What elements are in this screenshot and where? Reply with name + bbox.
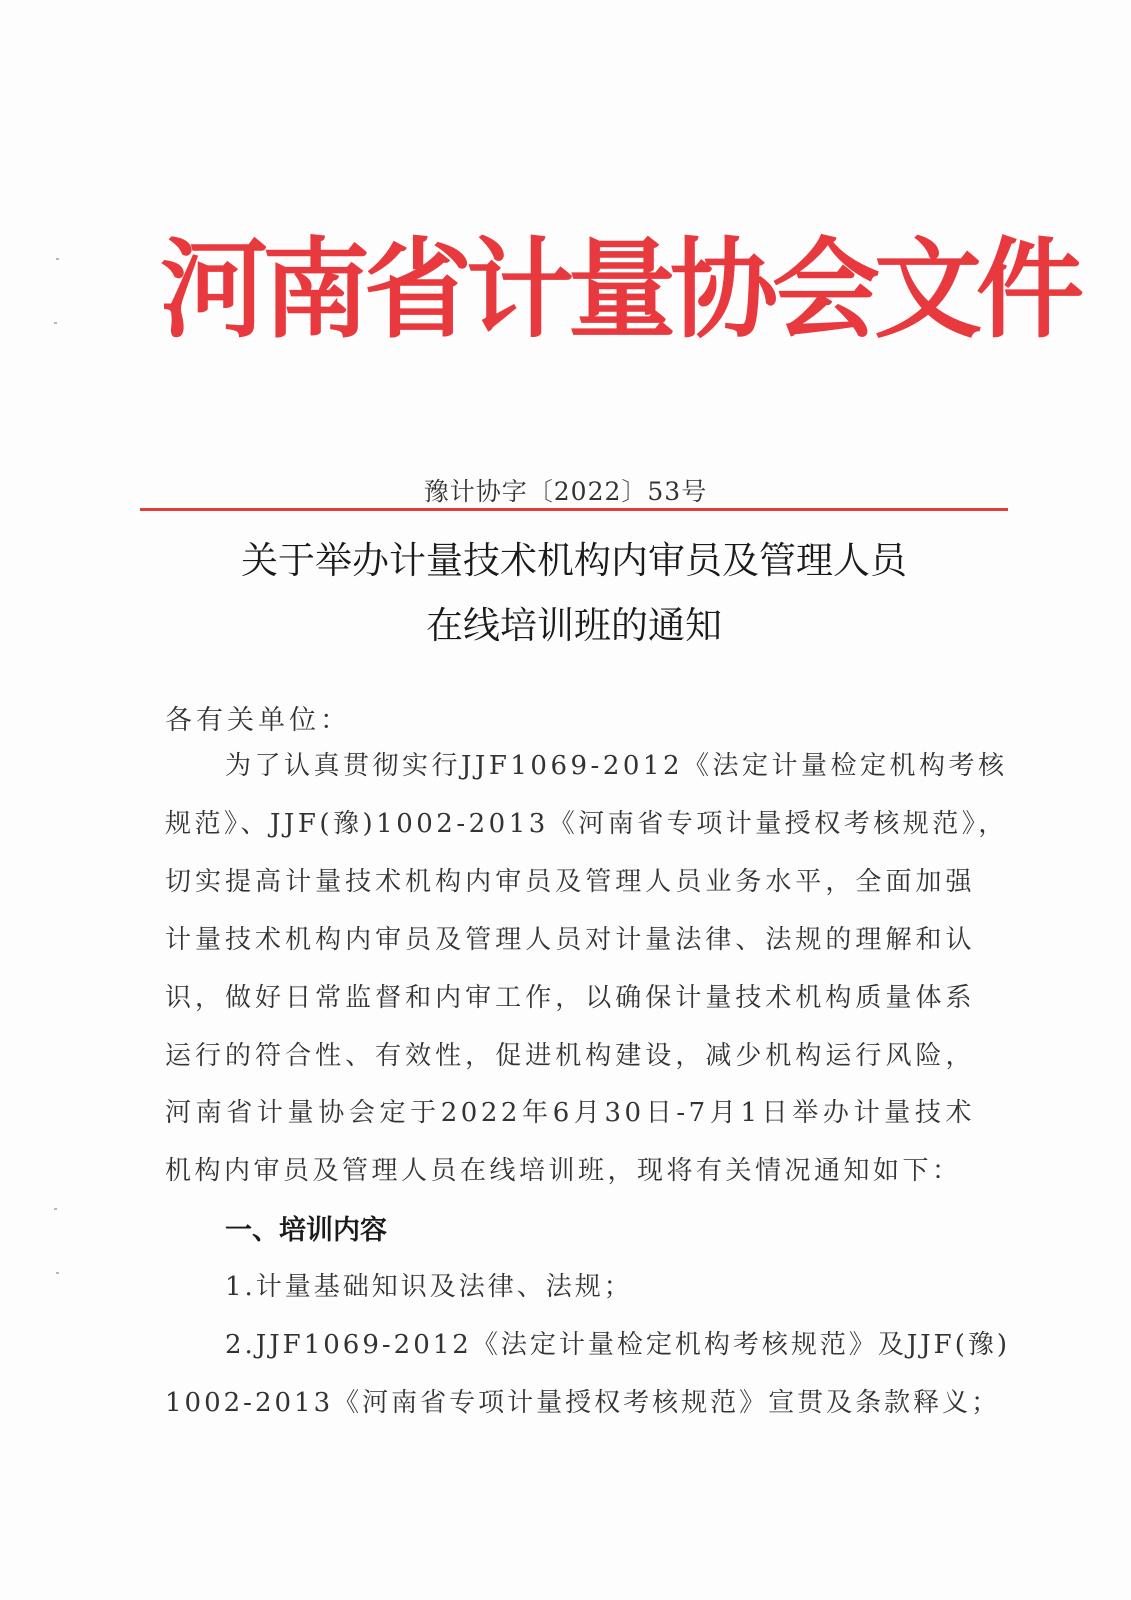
paragraph-line: 切实提高计量技术机构内审员及管理人员业务水平，全面加强 bbox=[165, 867, 975, 897]
red-divider bbox=[140, 508, 1008, 511]
paragraph-line: 河南省计量协会定于2022年6月30日-7月1日举办计量技术 bbox=[165, 1098, 975, 1128]
paragraph-line: 运行的符合性、有效性，促进机构建设，减少机构运行风险， bbox=[165, 1041, 975, 1071]
paragraph-line: 机构内审员及管理人员在线培训班，现将有关情况通知如下： bbox=[165, 1156, 962, 1186]
document-title-line-1: 关于举办计量技术机构内审员及管理人员 bbox=[241, 539, 907, 582]
paragraph-line: 规范》、JJF(豫)1002-2013《河南省专项计量授权考核规范》， bbox=[165, 809, 1008, 839]
list-item: 1.计量基础知识及法律、法规； bbox=[225, 1272, 633, 1302]
scan-speck bbox=[54, 1208, 57, 1210]
list-item: 1002-2013《河南省专项计量授权考核规范》宣贯及条款释义； bbox=[165, 1388, 1001, 1418]
paragraph-line: 计量技术机构内审员及管理人员对计量法律、法规的理解和认 bbox=[165, 925, 975, 955]
document-number: 豫计协字〔2022〕53号 bbox=[423, 477, 708, 506]
paragraph-line: 识，做好日常监督和内审工作，以确保计量技术机构质量体系 bbox=[165, 983, 975, 1013]
scan-speck bbox=[56, 1272, 59, 1274]
document-title-line-2: 在线培训班的通知 bbox=[426, 604, 722, 647]
paragraph-line: 为了认真贯彻实行JJF1069-2012《法定计量检定机构考核 bbox=[225, 751, 1008, 781]
salutation: 各有关单位： bbox=[165, 705, 351, 736]
scan-speck bbox=[56, 258, 59, 260]
scan-speck bbox=[54, 322, 57, 324]
list-item: 2.JJF1069-2012《法定计量检定机构考核规范》及JJF(豫) bbox=[225, 1330, 1010, 1360]
masthead: 河南省计量协会文件 bbox=[160, 227, 1079, 353]
section-heading: 一、培训内容 bbox=[225, 1215, 387, 1246]
